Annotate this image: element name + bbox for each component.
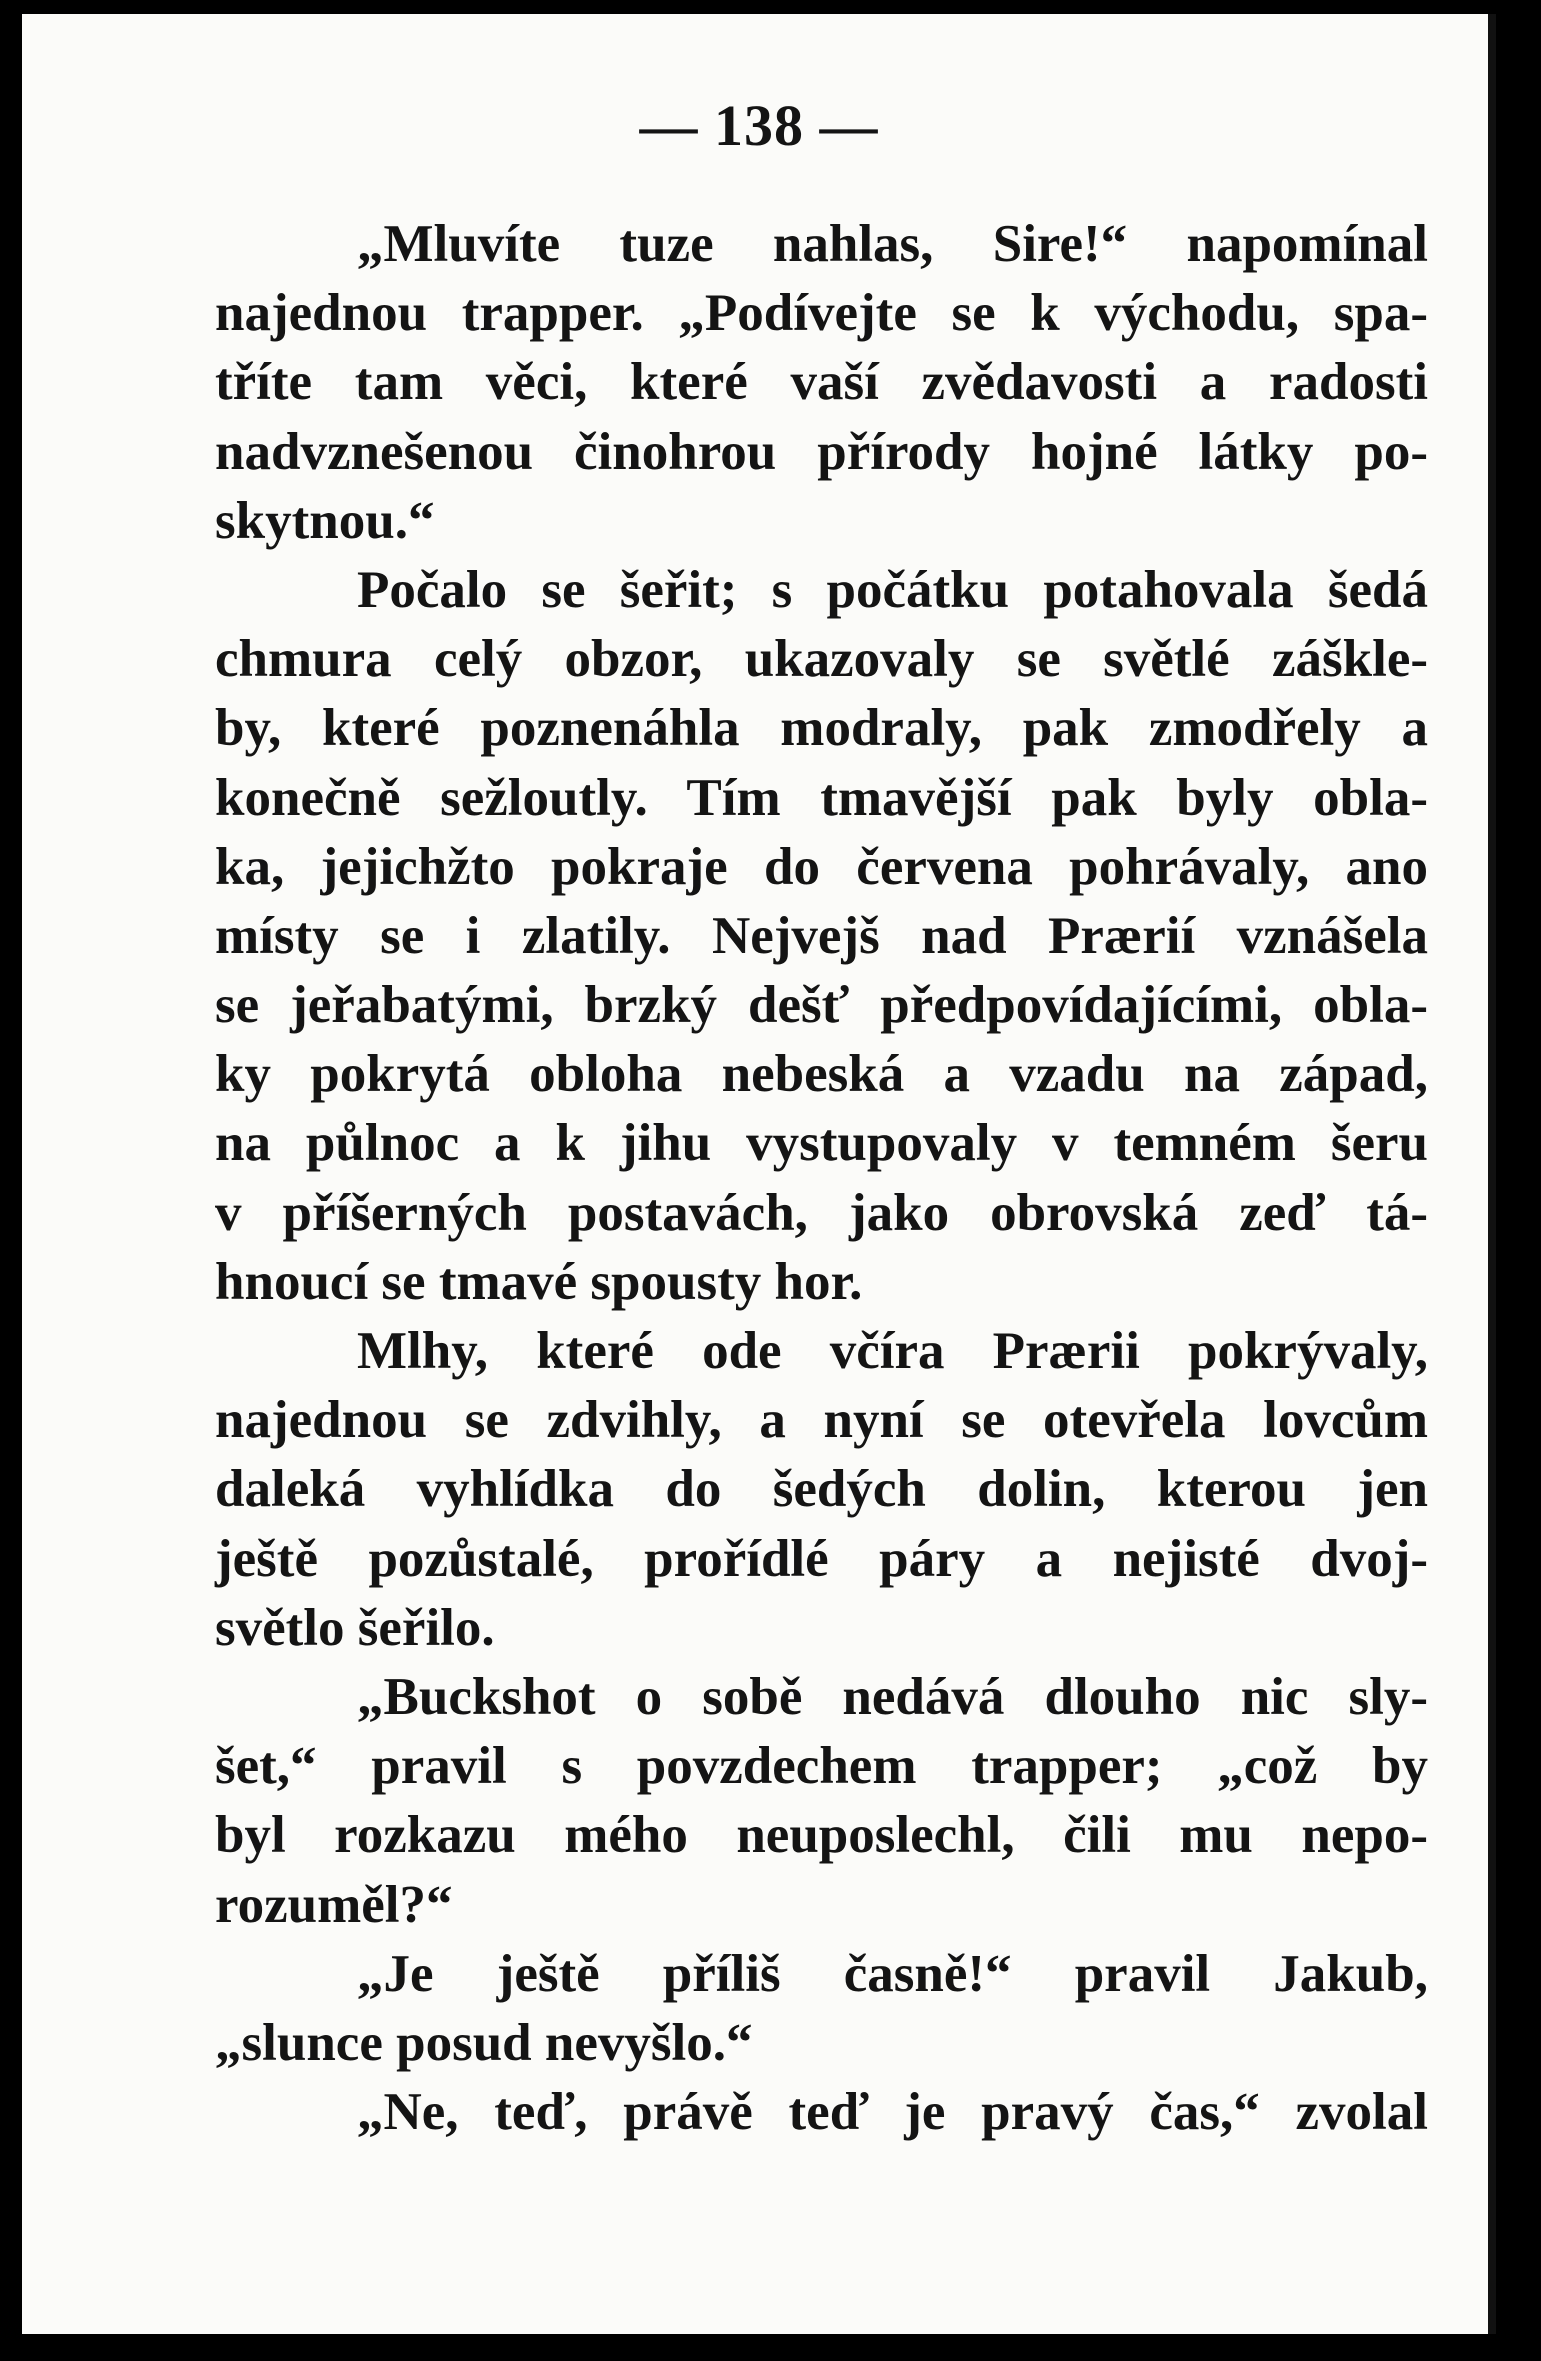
text-line: skytnou.“	[215, 491, 435, 550]
text-line: světlo šeřilo.	[215, 1598, 495, 1657]
text-line: najednou trapper. „Podívejte se k východu, spa-	[215, 284, 1428, 343]
text-line: by, které poznenáhla modraly, pak zmodřely a	[215, 699, 1428, 758]
text-line: „Buckshot o sobě nedává dlouho nic sly-	[357, 1667, 1428, 1726]
text-line: ještě pozůstalé, prořídlé páry a nejisté dvoj-	[215, 1529, 1428, 1588]
text-line: místy se i zlatily. Nejvejš nad Prærií vznášela	[215, 906, 1428, 965]
text-line: na půlnoc a k jihu vystupovaly v temném šeru	[215, 1114, 1428, 1173]
page-number: — 138 —	[639, 93, 879, 158]
text-line: najednou se zdvihly, a nyní se otevřela lovcům	[215, 1391, 1428, 1450]
text-line: „Mluvíte tuze nahlas, Sire!“ napomínal	[357, 215, 1428, 273]
text-line: hnoucí se tmavé spousty hor.	[215, 1252, 863, 1311]
page-edge-shadow	[1488, 14, 1496, 2334]
text-line: „Je ještě příliš časně!“ pravil Jakub,	[357, 1944, 1428, 2003]
text-line: tříte tam věci, které vaší zvědavosti a radosti	[215, 353, 1428, 412]
text-line: Počalo se šeřit; s počátku potahovala šedá	[357, 560, 1428, 619]
text-line: šet,“ pravil s povzdechem trapper; „což by	[215, 1737, 1428, 1796]
text-line: daleká vyhlídka do šedých dolin, kterou jen	[215, 1460, 1428, 1519]
text-line: se jeřabatými, brzký dešť předpovídajícími, obla-	[215, 976, 1428, 1035]
text-line: v příšerných postavách, jako obrovská zeď tá-	[215, 1183, 1428, 1242]
text-line: ky pokrytá obloha nebeská a vzadu na západ,	[215, 1045, 1428, 1104]
text-line: „slunce posud nevyšlo.“	[215, 2013, 753, 2072]
text-line: chmura celý obzor, ukazovaly se světlé záškle-	[215, 630, 1428, 689]
text-line: byl rozkazu mého neuposlechl, čili mu nepo-	[215, 1806, 1428, 1865]
text-line: rozuměl?“	[215, 1875, 453, 1934]
body-text	[215, 210, 1428, 2147]
book-page	[22, 14, 1496, 2334]
text-line: Mlhy, které ode včíra Prærii pokrývaly,	[357, 1322, 1428, 1380]
text-line: ka, jejichžto pokraje do červena pohrávaly, ano	[215, 837, 1428, 896]
text-line: nadvznešenou činohrou přírody hojné látky po-	[215, 422, 1428, 481]
text-line: konečně sežloutly. Tím tmavější pak byly obla-	[215, 768, 1428, 827]
text-line: „Ne, teď, právě teď je pravý čas,“ zvolal	[357, 2083, 1428, 2142]
